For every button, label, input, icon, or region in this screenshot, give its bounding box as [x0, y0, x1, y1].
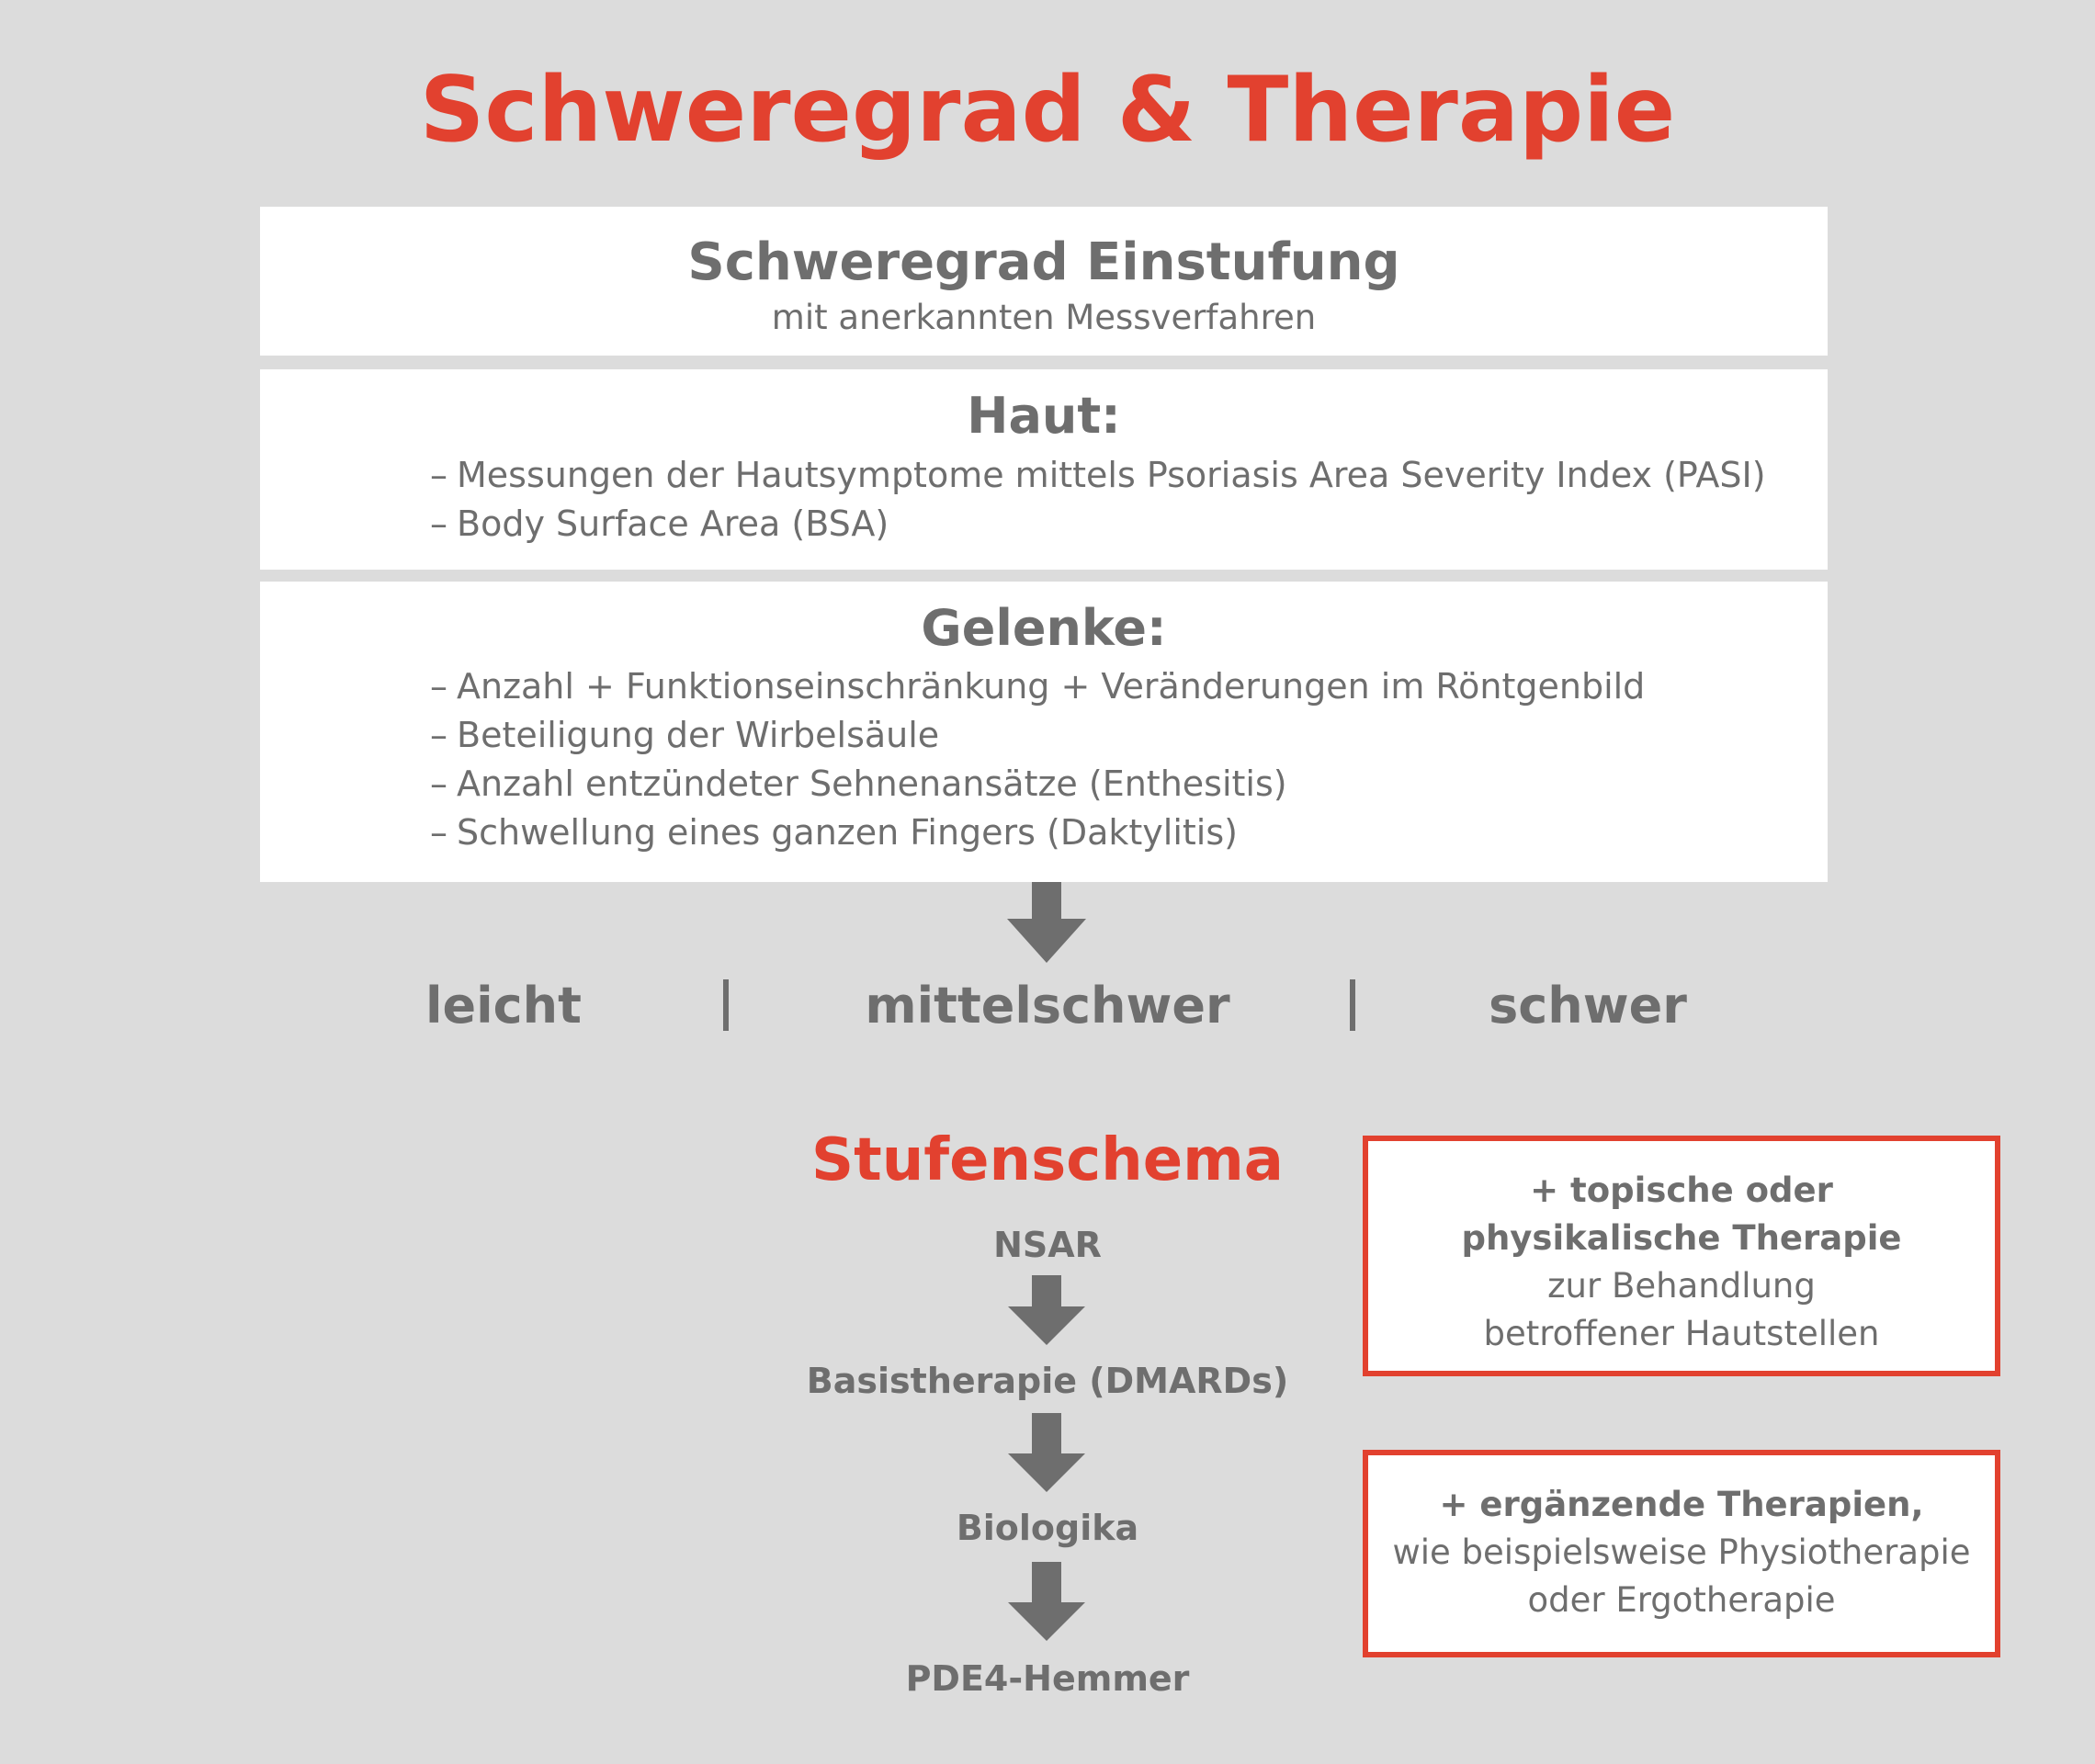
list-item-text: Body Surface Area (BSA): [457, 503, 889, 544]
box-line: wie beispielsweise Physiotherapie: [1392, 1532, 1971, 1572]
scheme-step-biologika: Biologika: [956, 1508, 1139, 1548]
list-item-text: Messungen der Hautsymptome mittels Psoriasis Area Severity Index (PASI): [457, 455, 1766, 495]
skin-panel: [260, 369, 1828, 570]
list-item: [430, 500, 1766, 548]
list-marker: –: [430, 503, 447, 544]
list-item-text: Schwellung eines ganzen Fingers (Daktylitis): [457, 812, 1238, 853]
list-item: [430, 760, 1645, 808]
list-item: [430, 711, 1645, 760]
box-line: betroffener Hautstellen: [1483, 1314, 1880, 1353]
severity-separator: [723, 979, 729, 1031]
list-item-text: Anzahl entzündeter Sehnenansätze (Enthesitis): [457, 763, 1287, 804]
box-bold-line: physikalische Therapie: [1461, 1218, 1902, 1258]
severity-separator: [1350, 979, 1355, 1031]
topical-therapy-box: [1363, 1136, 2000, 1376]
arrow-down-icon: [1008, 1275, 1085, 1345]
page-title: Schweregrad & Therapie: [419, 58, 1676, 163]
scheme-step-pde4: PDE4-Hemmer: [905, 1658, 1190, 1699]
list-item: [430, 808, 1645, 857]
scheme-heading: Stufenschema: [811, 1126, 1284, 1194]
arrow-down-icon: [1007, 882, 1086, 963]
scheme-step-nsar: NSAR: [993, 1225, 1102, 1265]
list-item: [430, 451, 1766, 500]
list-item: [430, 662, 1645, 711]
list-marker: –: [430, 715, 447, 755]
arrow-down-icon: [1008, 1562, 1085, 1641]
severity-moderate: mittelschwer: [865, 977, 1230, 1035]
list-marker: –: [430, 666, 447, 707]
arrow-down-icon: [1008, 1413, 1085, 1492]
list-marker: –: [430, 455, 447, 495]
joints-heading: Gelenke:: [921, 599, 1167, 657]
joints-criteria-list: [430, 662, 1645, 857]
list-item-text: Anzahl + Funktionseinschränkung + Veränderungen im Röntgenbild: [457, 666, 1646, 707]
box-line: zur Behandlung: [1547, 1266, 1816, 1306]
box-bold-line: + topische oder: [1530, 1170, 1833, 1210]
severity-mild: leicht: [425, 977, 582, 1035]
scheme-step-dmards: Basistherapie (DMARDs): [806, 1361, 1289, 1401]
list-item-text: Beteiligung der Wirbelsäule: [457, 715, 940, 755]
assessment-heading: Schweregrad Einstufung: [687, 232, 1400, 292]
box-line: oder Ergotherapie: [1527, 1580, 1836, 1620]
skin-heading: Haut:: [967, 387, 1121, 445]
box-bold-line: + ergänzende Therapien,: [1439, 1485, 1924, 1524]
joints-panel: [260, 582, 1828, 882]
list-marker: –: [430, 812, 447, 853]
severity-severe: schwer: [1489, 977, 1687, 1035]
list-marker: –: [430, 763, 447, 804]
skin-criteria-list: [430, 451, 1766, 548]
complementary-therapy-box: [1363, 1450, 2000, 1657]
assessment-panel: [260, 207, 1828, 356]
assessment-subheading: mit anerkannten Messverfahren: [771, 298, 1317, 337]
